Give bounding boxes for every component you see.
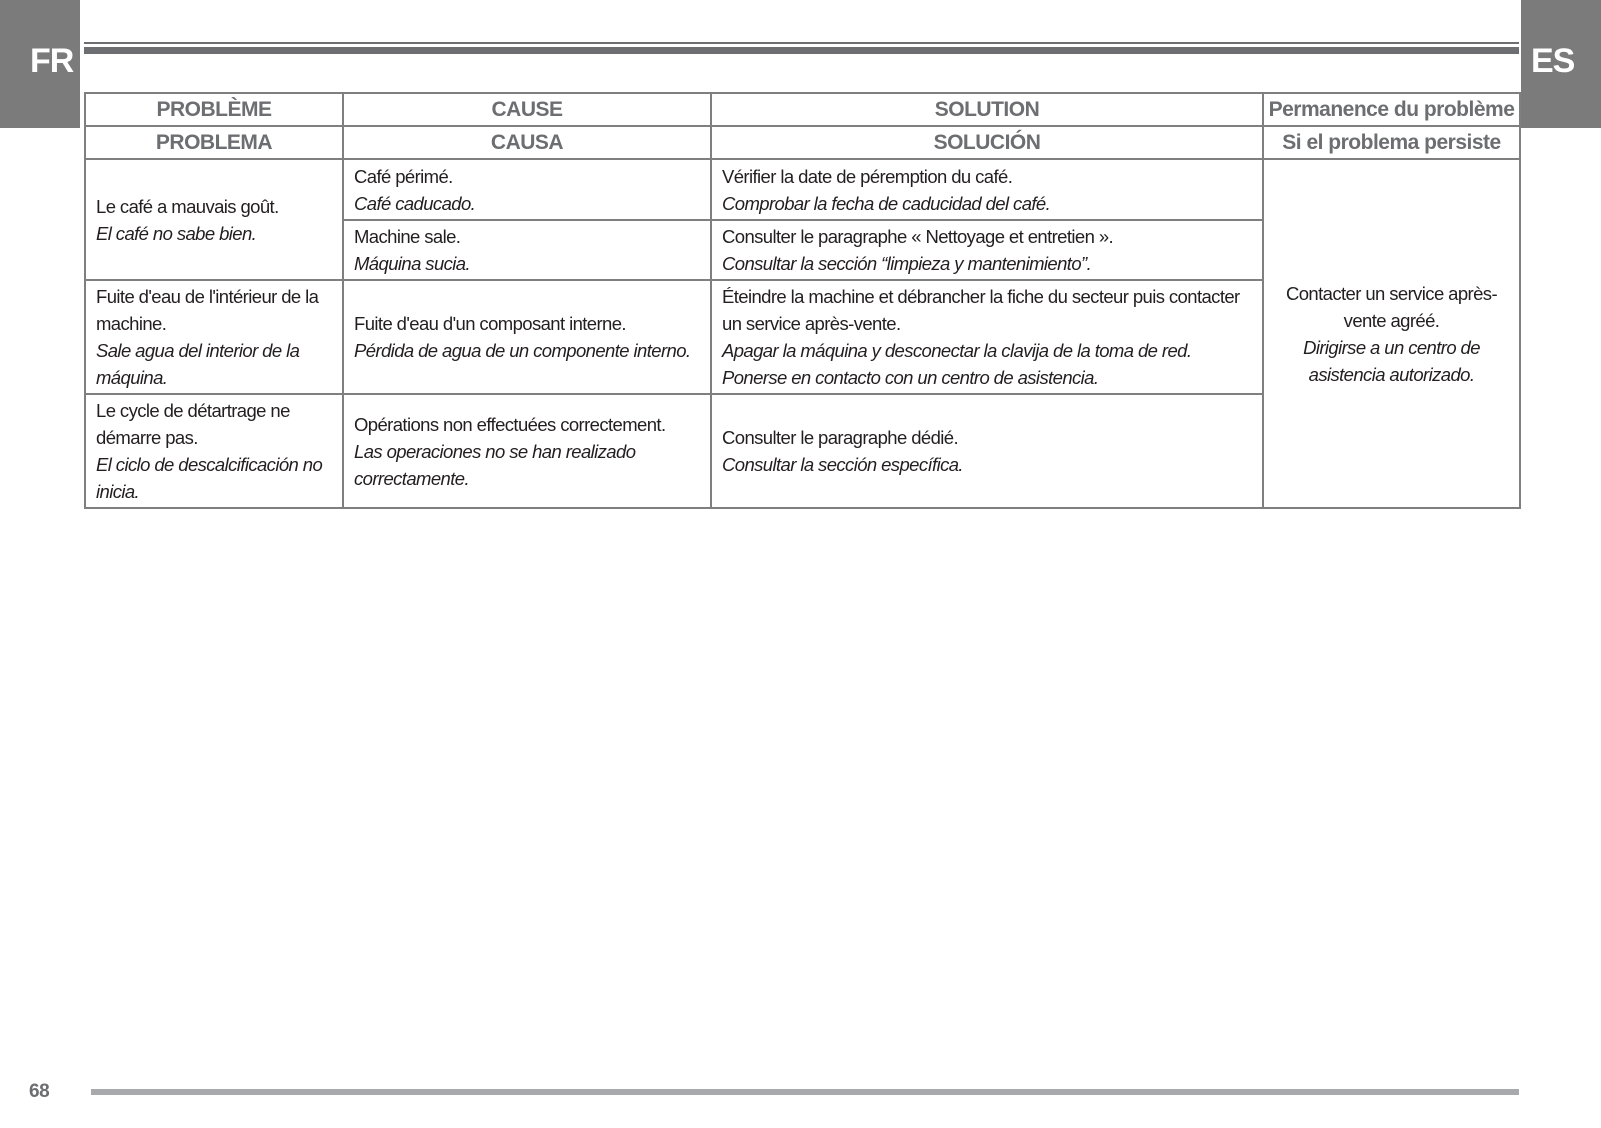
cause-text-es: Máquina sucia.	[354, 253, 471, 274]
cause-cell	[343, 159, 711, 220]
header-cause-es: CAUSA	[343, 126, 711, 159]
solution-text-es: Consultar la sección “limpieza y mantenimiento”.	[722, 253, 1092, 274]
header-row-fr	[85, 93, 1520, 126]
cause-cell	[343, 394, 711, 508]
problem-text-es: Sale agua del interior de la máquina.	[96, 340, 300, 388]
persist-text-es: Dirigirse a un centro de asistencia autorizado.	[1303, 336, 1480, 385]
problem-text-es: El café no sabe bien.	[96, 222, 257, 244]
solution-text-es: Comprobar la fecha de caducidad del café.	[722, 192, 1051, 214]
problem-text-fr: Le cycle de détartrage ne démarre pas.	[96, 400, 290, 448]
cause-text-fr: Machine sale.	[354, 226, 461, 247]
problem-cell	[85, 280, 343, 394]
cause-text-es: Pérdida de agua de un componente interno.	[354, 340, 691, 361]
header-rule	[84, 42, 1519, 55]
cause-text-fr: Opérations non effectuées correctement.	[354, 413, 666, 435]
cause-text-fr: Café périmé.	[354, 165, 453, 187]
footer-rule	[91, 1089, 1519, 1095]
language-tab-es-label: ES	[1531, 42, 1575, 80]
header-persist-es: Si el problema persiste	[1263, 126, 1520, 159]
language-tab-es	[1521, 0, 1601, 128]
cause-cell	[343, 220, 711, 280]
header-row-es	[85, 126, 1520, 159]
problem-cell	[85, 159, 343, 280]
problem-text-fr: Le café a mauvais goût.	[96, 195, 279, 217]
language-tab-fr	[0, 0, 80, 128]
solution-text-fr: Éteindre la machine et débrancher la fiche du secteur puis contacter un service après-vente.	[722, 286, 1240, 334]
problem-cell	[85, 394, 343, 508]
header-rule-thin	[84, 42, 1519, 44]
solution-text-fr: Vérifier la date de péremption du café.	[722, 165, 1013, 187]
cause-text-fr: Fuite d'eau d'un composant interne.	[354, 313, 626, 334]
solution-text-fr: Consulter le paragraphe « Nettoyage et entretien ».	[722, 226, 1114, 247]
solution-cell	[711, 220, 1263, 280]
header-solution-fr: SOLUTION	[711, 93, 1263, 126]
solution-cell	[711, 394, 1263, 508]
problem-text-es: El ciclo de descalcificación no inicia.	[96, 454, 323, 502]
solution-text-fr: Consulter le paragraphe dédié.	[722, 427, 959, 448]
header-problem-fr: PROBLÈME	[85, 93, 343, 126]
solution-cell	[711, 280, 1263, 394]
troubleshooting-table	[84, 92, 1521, 509]
header-solution-es: SOLUCIÓN	[711, 126, 1263, 159]
table-row	[85, 159, 1520, 220]
language-tab-fr-label: FR	[30, 42, 74, 80]
persist-cell	[1263, 159, 1520, 508]
persist-text-fr: Contacter un service après-vente agréé.	[1285, 282, 1498, 331]
header-rule-thick	[84, 47, 1519, 54]
problem-text-fr: Fuite d'eau de l'intérieur de la machine.	[96, 286, 319, 334]
solution-text-es: Apagar la máquina y desconectar la clavija de la toma de red. Ponerse en contacto con un centro de asistencia.	[722, 340, 1192, 388]
header-cause-fr: CAUSE	[343, 93, 711, 126]
cause-text-es: Café caducado.	[354, 192, 476, 214]
header-persist-fr: Permanence du problème	[1263, 93, 1520, 126]
page-number: 68	[29, 1081, 50, 1102]
solution-cell	[711, 159, 1263, 220]
cause-cell	[343, 280, 711, 394]
header-problem-es: PROBLEMA	[85, 126, 343, 159]
cause-text-es: Las operaciones no se han realizado correctamente.	[354, 440, 636, 489]
solution-text-es: Consultar la sección específica.	[722, 454, 963, 475]
